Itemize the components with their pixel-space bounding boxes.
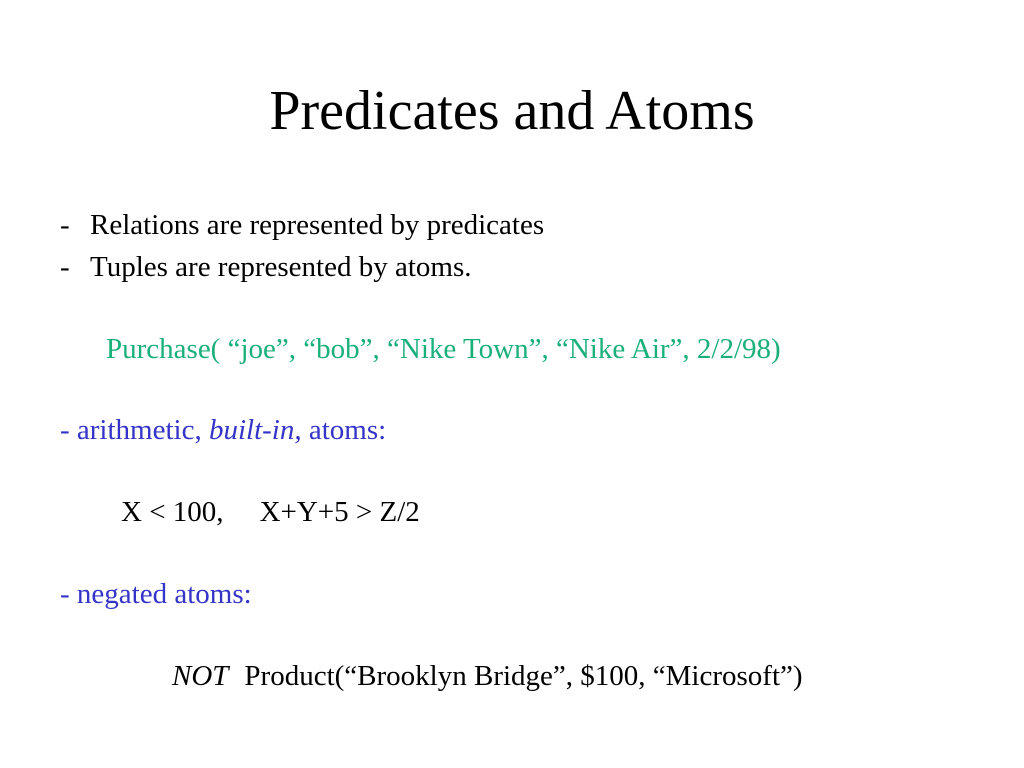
arithmetic-example xyxy=(121,494,420,530)
arithmetic-suffix: atoms: xyxy=(301,414,387,446)
negated-atoms-heading: - negated atoms: xyxy=(60,578,252,610)
built-in-emphasis: built-in, xyxy=(208,414,302,446)
arithmetic-prefix: - arithmetic, xyxy=(60,414,209,446)
bullet-text: Relations are represented by predicates xyxy=(90,209,545,241)
not-keyword: NOT xyxy=(172,660,229,692)
negated-atom-example xyxy=(172,658,803,694)
bullet-dash: - xyxy=(60,251,70,283)
bullet-relations xyxy=(60,207,544,243)
negated-product-atom: Product(“Brooklyn Bridge”, $100, “Microsoft”) xyxy=(244,660,803,692)
slide-title: Predicates and Atoms xyxy=(269,80,755,142)
bullet-tuples xyxy=(60,249,471,285)
arithmetic-example-second: X+Y+5 > Z/2 xyxy=(259,496,420,528)
arithmetic-example-first: X < 100, xyxy=(121,496,224,528)
bullet-text: Tuples are represented by atoms. xyxy=(90,251,472,283)
purchase-atom-example: Purchase( “joe”, “bob”, “Nike Town”, “Nike Air”, 2/2/98) xyxy=(106,333,781,365)
bullet-dash: - xyxy=(60,209,70,241)
arithmetic-atoms-heading xyxy=(60,412,386,448)
